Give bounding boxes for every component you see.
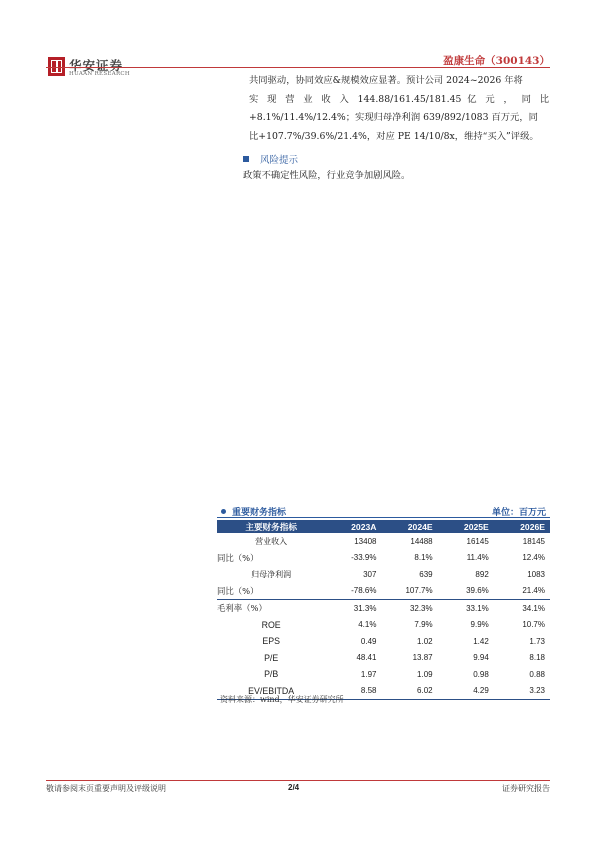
table-cell: 13.87 (412, 653, 433, 663)
paragraph-line: 实 现 营 业 收 入 144.88/161.45/181.45 亿 元 ， 同 比 (249, 93, 549, 105)
table-row (217, 600, 550, 617)
table-cell: 307 (363, 569, 377, 579)
table-cell: 639 (419, 569, 433, 579)
company-logo (48, 56, 131, 80)
table-header-row (217, 520, 550, 533)
table-title-label: 重要财务指标 (232, 508, 287, 518)
table-row (217, 633, 550, 650)
table-top-divider (217, 517, 550, 518)
row-label: 毛利率（%） (217, 603, 267, 614)
table-row (217, 583, 550, 600)
table-cell: 8.1% (414, 553, 433, 563)
table-cell: 1.02 (417, 636, 433, 646)
table-cell: 892 (475, 569, 489, 579)
table-cell: 9.9% (470, 620, 489, 630)
table-cell: 107.7% (381, 583, 437, 600)
table-row (217, 650, 550, 667)
table-cell: 31.3% (353, 603, 377, 613)
paragraph-line: +8.1%/11.4%/12.4%；实现归母净利润 639/892/1083 百万元，同 (249, 112, 538, 123)
dot-bullet-icon (221, 509, 226, 514)
table-cell: 3.23 (494, 683, 550, 700)
table-cell: 6.02 (381, 683, 437, 700)
table-cell: 1083 (527, 569, 545, 579)
table-cell: 34.1% (522, 603, 545, 613)
table-cell: 18145 (522, 536, 545, 546)
table-row (217, 617, 550, 634)
stock-name-code: 盈康生命（300143） (443, 55, 550, 67)
table-cell: 7.9% (414, 620, 433, 630)
column-header: 主要财务指标 (217, 520, 325, 533)
financial-metrics-table (217, 520, 550, 700)
row-label: EV/EBITDA (217, 683, 325, 700)
square-bullet-icon (243, 156, 249, 162)
column-header: 2025E (438, 520, 494, 533)
table-cell: 11.4% (466, 553, 489, 563)
table-cell: 1.09 (417, 669, 433, 679)
table-cell: 0.49 (360, 636, 377, 646)
row-label: 同比（%） (217, 552, 259, 563)
column-header: 2023A (325, 520, 381, 533)
footer-report-type: 证券研究报告 (502, 784, 550, 793)
table-cell: 1.97 (360, 669, 377, 679)
table-cell: 32.3% (409, 603, 433, 613)
paragraph-line: 共同驱动，协同效应&规模效应显著。预计公司 2024~2026 年将 (249, 75, 523, 86)
column-header: 2024E (381, 520, 437, 533)
table-cell: 4.1% (358, 620, 377, 630)
table-cell: 4.29 (438, 683, 494, 700)
logo-english-name: HUAAN RESEARCH (69, 71, 131, 77)
table-cell: 9.94 (473, 653, 489, 663)
table-cell: 10.7% (522, 620, 545, 630)
table-row (217, 666, 550, 683)
table-cell: -78.6% (325, 583, 381, 600)
table-cell: 1.42 (473, 636, 489, 646)
table-cell: 8.58 (325, 683, 381, 700)
summary-paragraph (249, 72, 549, 146)
table-cell: 21.4% (494, 583, 550, 600)
risk-heading (243, 152, 298, 166)
row-label: EPS (262, 636, 280, 647)
page-number: 2/4 (288, 783, 300, 792)
table-row (217, 550, 550, 567)
footer-disclaimer: 敬请参阅末页重要声明及评级说明 (46, 784, 166, 793)
table-row (217, 566, 550, 583)
table-cell: 0.98 (473, 669, 489, 679)
table-cell: 12.4% (522, 553, 545, 563)
table-cell: 1.73 (529, 636, 545, 646)
table-source-note: 资料来源：wind，华安证券研究所 (220, 695, 344, 704)
table-cell: 16145 (466, 536, 489, 546)
table-cell: 14488 (410, 536, 433, 546)
table-cell: 13408 (354, 536, 377, 546)
table-cell: 48.41 (356, 653, 377, 663)
row-label: 同比（%） (217, 583, 325, 600)
logo-chinese-name: 华安证券 (69, 58, 124, 73)
risk-text: 政策不确定性风险，行业竞争加剧风险。 (243, 170, 411, 181)
table-row (217, 533, 550, 550)
table-cell: 39.6% (438, 583, 494, 600)
row-label: 营业收入 (255, 536, 288, 546)
row-label: P/B (264, 669, 279, 680)
table-unit: 单位：百万元 (491, 508, 546, 518)
table-cell: 0.88 (529, 669, 545, 679)
table-cell: 33.1% (466, 603, 489, 613)
column-header: 2026E (494, 520, 550, 533)
row-label: P/E (264, 652, 279, 663)
row-label: 归母净利润 (251, 569, 292, 579)
footer-divider (46, 780, 550, 781)
table-cell: -33.9% (351, 553, 377, 563)
header-divider (46, 67, 550, 68)
risk-heading-label: 风险提示 (260, 155, 299, 166)
paragraph-line: 比+107.7%/39.6%/21.4%，对应 PE 14/10/8x，维持“买入”评级。 (249, 130, 539, 142)
table-cell: 8.18 (529, 653, 545, 663)
row-label: ROE (261, 619, 281, 630)
